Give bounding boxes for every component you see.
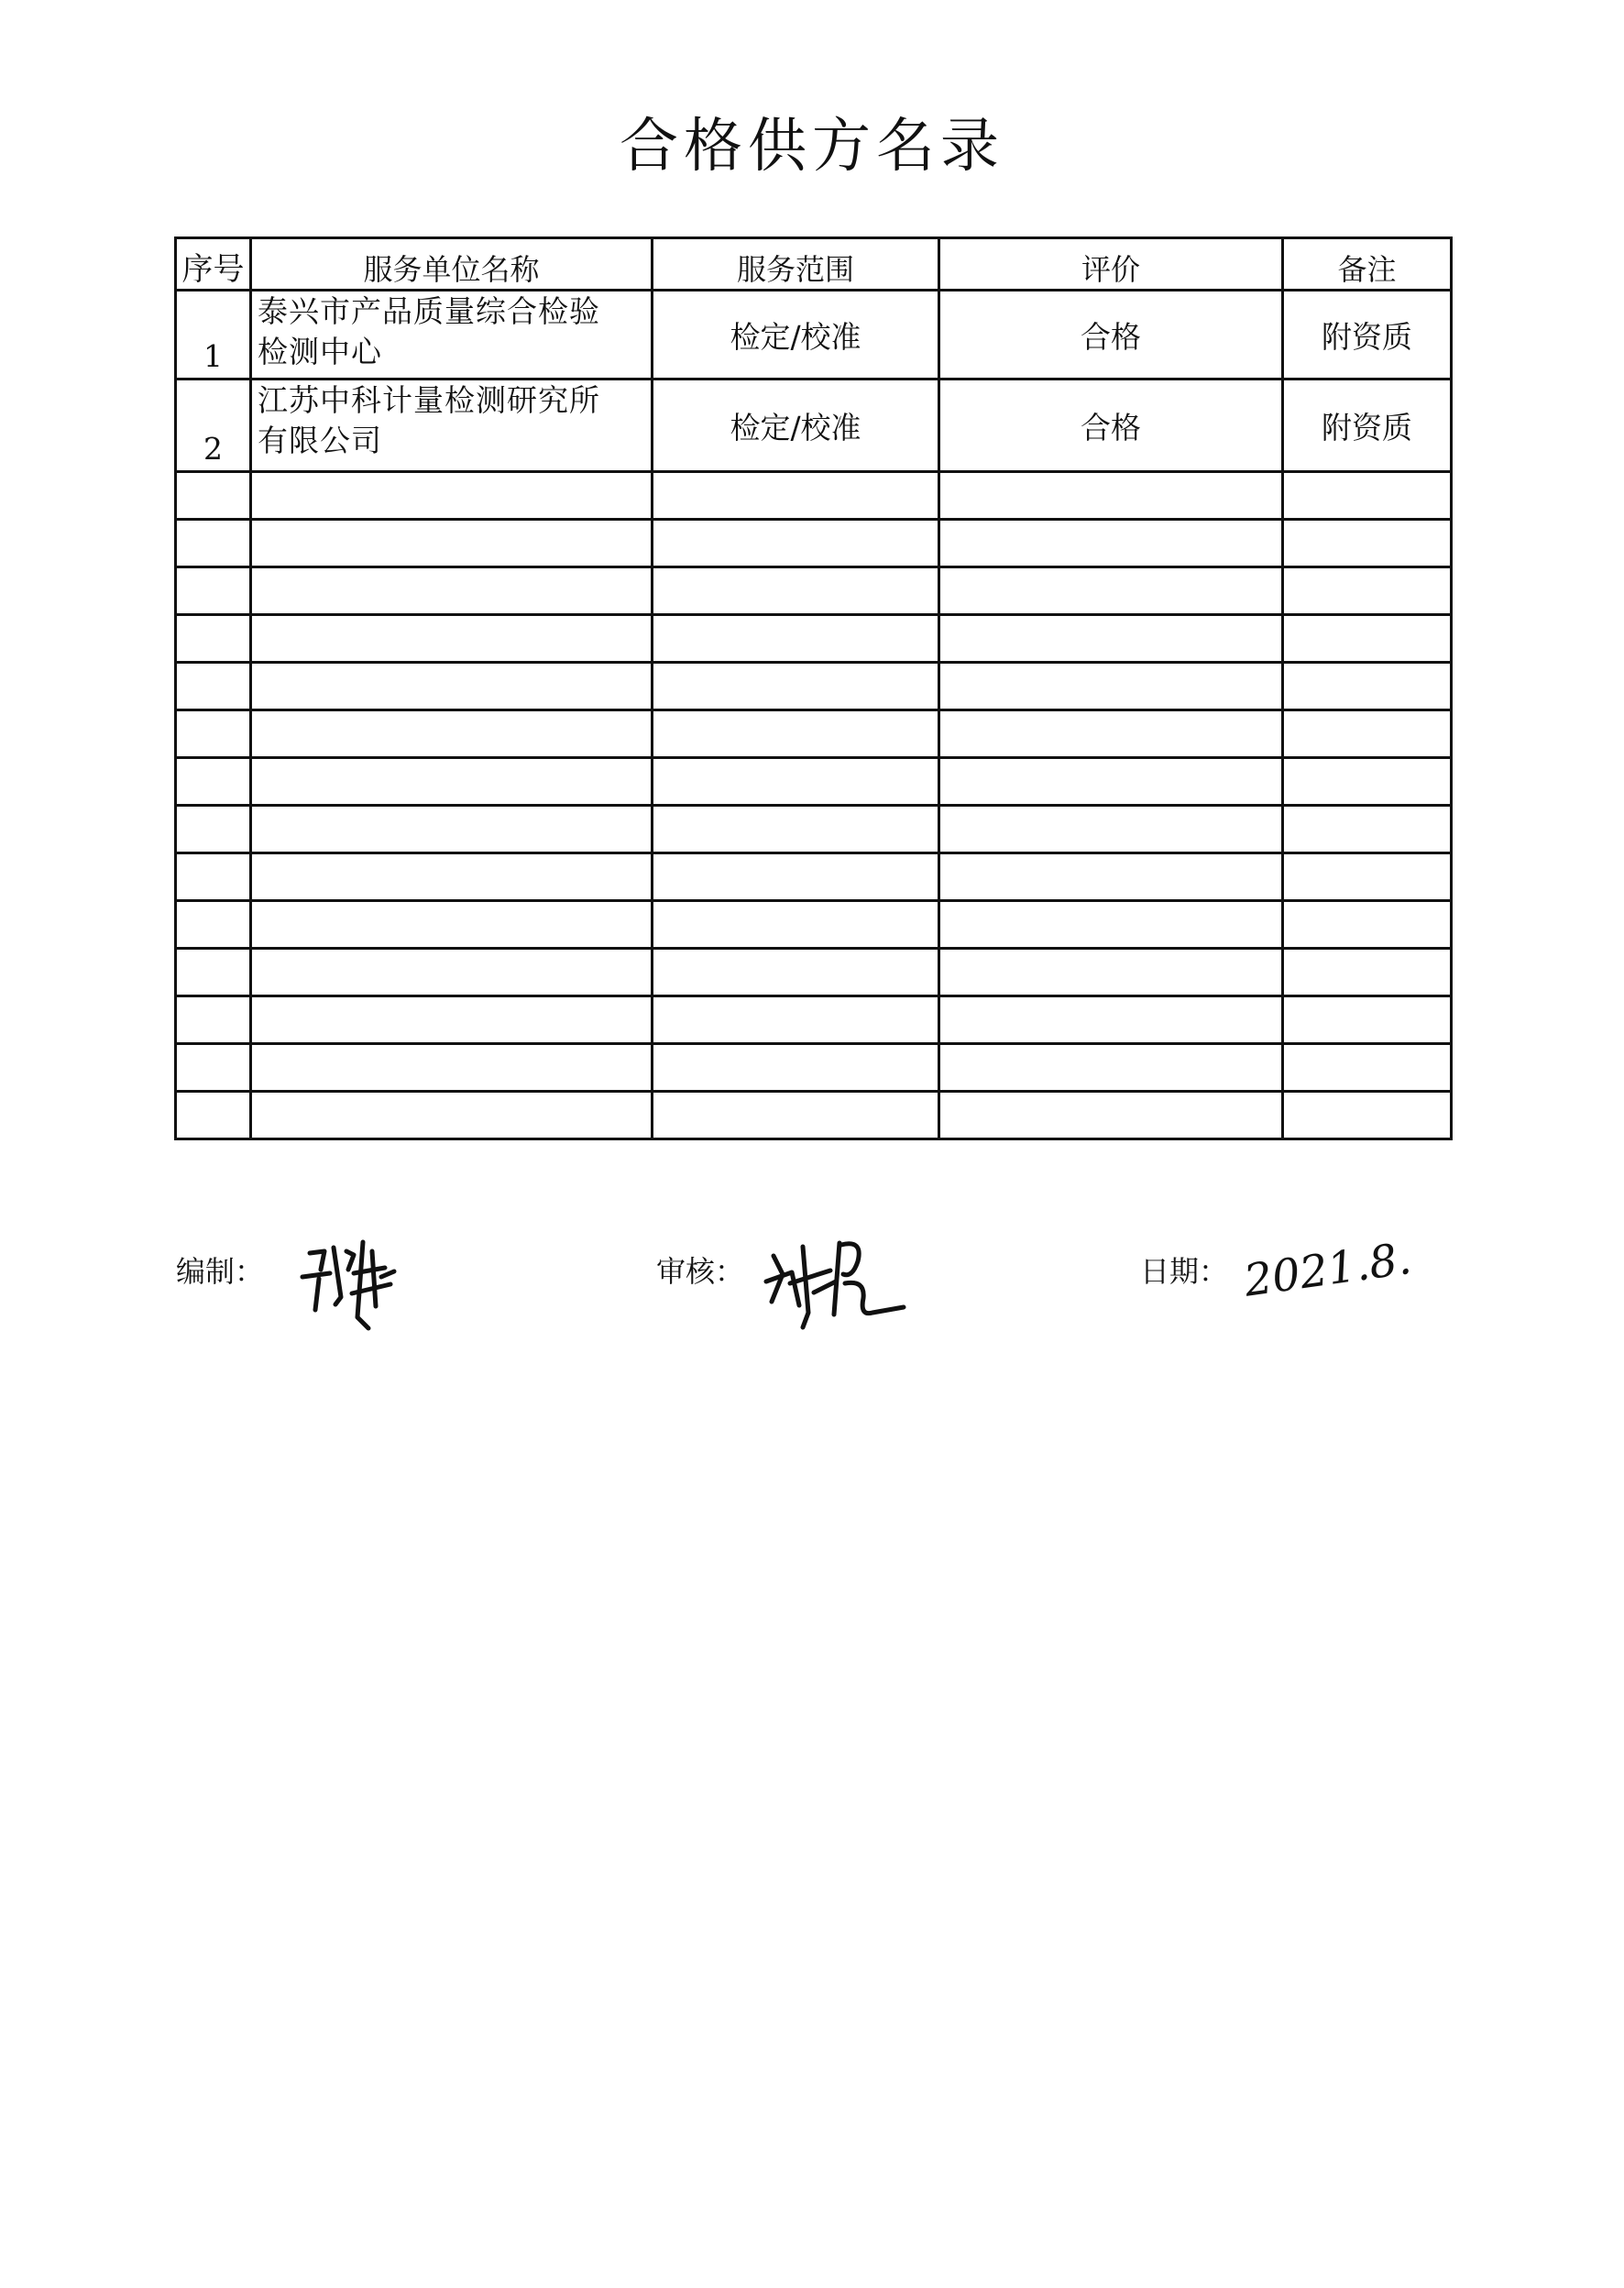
table-row <box>176 1092 1452 1139</box>
row-number: 1 <box>176 291 251 380</box>
evaluation <box>939 520 1283 567</box>
evaluation <box>939 901 1283 949</box>
evaluation <box>939 806 1283 853</box>
evaluation <box>939 615 1283 663</box>
date-label: 日期： <box>1140 1254 1229 1289</box>
remark <box>1283 758 1452 806</box>
evaluation <box>939 710 1283 758</box>
service-scope <box>653 567 939 615</box>
service-scope <box>653 949 939 996</box>
table-header-row <box>176 238 1452 291</box>
evaluation <box>939 1044 1283 1092</box>
header-service-unit-name: 服务单位名称 <box>251 238 653 291</box>
table-row <box>176 567 1452 615</box>
compiler-signature <box>293 1233 412 1334</box>
row-number <box>176 758 251 806</box>
service-unit-name <box>251 710 653 758</box>
service-unit-name <box>251 853 653 901</box>
evaluation: 合格 <box>939 291 1283 380</box>
table-row <box>176 615 1452 663</box>
remark <box>1283 996 1452 1044</box>
row-number: 2 <box>176 380 251 472</box>
row-number <box>176 996 251 1044</box>
service-unit-name <box>251 1044 653 1092</box>
service-unit-name-line2: 有限公司 <box>258 423 382 458</box>
reviewer-signature <box>763 1228 909 1338</box>
service-unit-name <box>251 615 653 663</box>
row-number <box>176 710 251 758</box>
row-number <box>176 1092 251 1139</box>
table-row <box>176 520 1452 567</box>
service-scope <box>653 806 939 853</box>
remark <box>1283 472 1452 520</box>
remark <box>1283 853 1452 901</box>
service-unit-name <box>251 901 653 949</box>
service-scope: 检定/校准 <box>653 291 939 380</box>
evaluation <box>939 1092 1283 1139</box>
service-scope <box>653 901 939 949</box>
header-service-scope: 服务范围 <box>653 238 939 291</box>
row-number <box>176 520 251 567</box>
table-row <box>176 380 1452 472</box>
remark <box>1283 1044 1452 1092</box>
remark <box>1283 901 1452 949</box>
evaluation <box>939 663 1283 710</box>
service-scope <box>653 710 939 758</box>
remark <box>1283 806 1452 853</box>
service-scope <box>653 663 939 710</box>
row-number <box>176 472 251 520</box>
page-title: 合格供方名录 <box>620 113 1004 181</box>
supplier-table <box>174 236 1453 1140</box>
table-row <box>176 806 1452 853</box>
service-scope <box>653 1092 939 1139</box>
service-scope <box>653 996 939 1044</box>
service-unit-name <box>251 380 653 472</box>
supplier-table-container <box>174 236 1450 1140</box>
row-number <box>176 853 251 901</box>
evaluation <box>939 949 1283 996</box>
remark <box>1283 567 1452 615</box>
remark <box>1283 663 1452 710</box>
row-number <box>176 1044 251 1092</box>
header-no: 序号 <box>176 238 251 291</box>
service-unit-name <box>251 567 653 615</box>
table-row <box>176 1044 1452 1092</box>
evaluation <box>939 853 1283 901</box>
service-unit-name <box>251 949 653 996</box>
remark <box>1283 615 1452 663</box>
evaluation <box>939 996 1283 1044</box>
service-unit-name <box>251 1092 653 1139</box>
header-evaluation: 评价 <box>939 238 1283 291</box>
evaluation <box>939 567 1283 615</box>
reviewed-by-label: 审核： <box>656 1254 745 1289</box>
row-number <box>176 806 251 853</box>
service-unit-name <box>251 996 653 1044</box>
service-unit-name-line1: 江苏中科计量检测研究所 <box>258 382 600 418</box>
table-row <box>176 472 1452 520</box>
table-row <box>176 996 1452 1044</box>
service-unit-name <box>251 520 653 567</box>
row-number <box>176 901 251 949</box>
table-row <box>176 291 1452 380</box>
table-row <box>176 663 1452 710</box>
service-unit-name <box>251 806 653 853</box>
blank-rows <box>176 472 1452 1139</box>
compiled-by-label: 编制： <box>176 1254 265 1289</box>
service-scope <box>653 853 939 901</box>
table-row <box>176 901 1452 949</box>
row-number <box>176 663 251 710</box>
service-scope <box>653 472 939 520</box>
service-scope <box>653 520 939 567</box>
remark <box>1283 949 1452 996</box>
row-number <box>176 949 251 996</box>
evaluation <box>939 758 1283 806</box>
row-number <box>176 615 251 663</box>
service-unit-name <box>251 291 653 380</box>
service-unit-name <box>251 472 653 520</box>
service-scope <box>653 1044 939 1092</box>
table-row <box>176 949 1452 996</box>
table-row <box>176 853 1452 901</box>
remark <box>1283 1092 1452 1139</box>
remark: 附资质 <box>1283 291 1452 380</box>
service-unit-name <box>251 758 653 806</box>
remark: 附资质 <box>1283 380 1452 472</box>
remark <box>1283 520 1452 567</box>
service-unit-name-line1: 泰兴市产品质量综合检验 <box>258 293 600 329</box>
evaluation <box>939 472 1283 520</box>
row-number <box>176 567 251 615</box>
header-remark: 备注 <box>1283 238 1452 291</box>
remark <box>1283 710 1452 758</box>
evaluation: 合格 <box>939 380 1283 472</box>
table-row <box>176 758 1452 806</box>
table-row <box>176 710 1452 758</box>
service-unit-name <box>251 663 653 710</box>
service-scope: 检定/校准 <box>653 380 939 472</box>
handwritten-date: 2021.8. <box>1241 1232 1415 1307</box>
service-unit-name-line2: 检测中心 <box>258 334 382 369</box>
service-scope <box>653 615 939 663</box>
service-scope <box>653 758 939 806</box>
